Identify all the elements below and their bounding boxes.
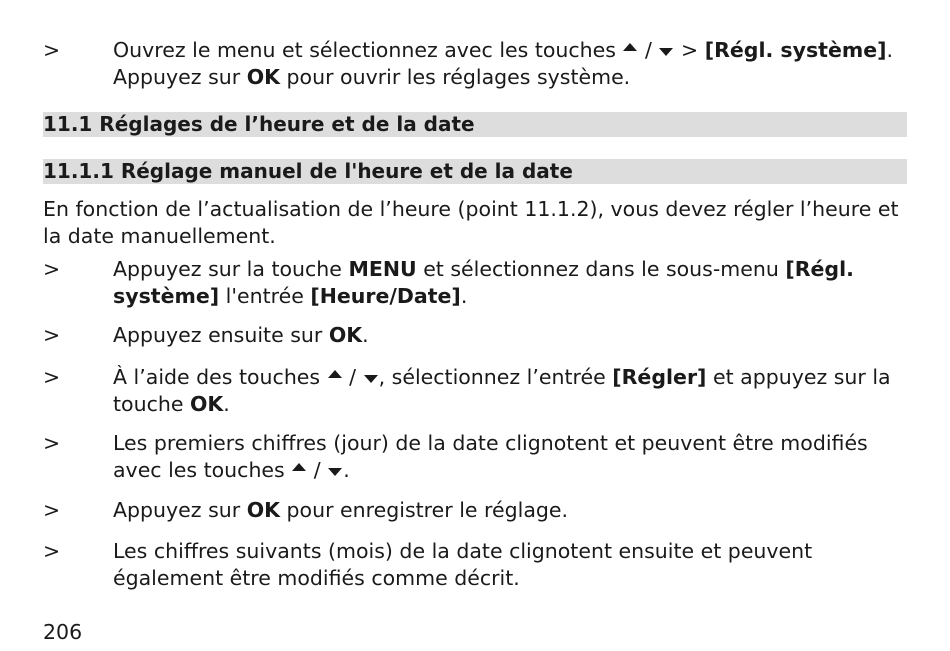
arrow-down-icon [328,468,342,476]
arrow-down-icon [364,375,378,383]
step-text: Appuyez ensuite sur OK. [113,323,369,347]
arrow-down-icon [659,48,673,56]
arrow-up-icon [292,463,306,471]
step-day-digits [43,430,909,484]
step-open-menu [43,37,909,91]
arrow-up-icon [328,370,342,378]
step-text: Les premiers chiffres (jour) de la date clignotent et peuvent être modifiés avec les touches / . [113,431,868,482]
bullet-marker: > [43,38,61,62]
intro-paragraph: En fonction de l’actualisation de l’heure (point 11.1.2), vous devez régler l’heure et la date manuellement. [43,197,899,248]
bullet-marker: > [43,539,61,563]
step-text: Ouvrez le menu et sélectionnez avec les touches / > [Régl. système]. Appuyez sur OK pour ouvrir les réglages système. [113,38,894,89]
step-save [43,497,909,524]
step-text: Appuyez sur OK pour enregistrer le réglage. [113,498,569,522]
step-text: Appuyez sur la touche MENU et sélectionnez dans le sous-menu [Régl. système] l'entrée [Heure/Date]. [113,257,854,308]
step-press-ok [43,322,909,349]
step-select-set [43,364,909,418]
step-text: À l’aide des touches / , sélectionnez l’entrée [Régler] et appuyez sur la touche OK. [113,365,891,416]
step-text: Les chiffres suivants (mois) de la date clignotent ensuite et peuvent également être modifiés comme décrit. [113,539,813,590]
bullet-marker: > [43,431,61,455]
page-number: 206 [43,620,83,644]
bullet-marker: > [43,257,61,281]
bullet-marker: > [43,323,61,347]
subsection-heading: 11.1.1 Réglage manuel de l'heure et de la date [43,159,907,184]
step-menu [43,256,909,310]
bullet-marker: > [43,365,61,389]
bullet-marker: > [43,498,61,522]
section-heading: 11.1 Réglages de l’heure et de la date [43,112,907,137]
step-month-digits [43,538,909,592]
arrow-up-icon [623,43,637,51]
